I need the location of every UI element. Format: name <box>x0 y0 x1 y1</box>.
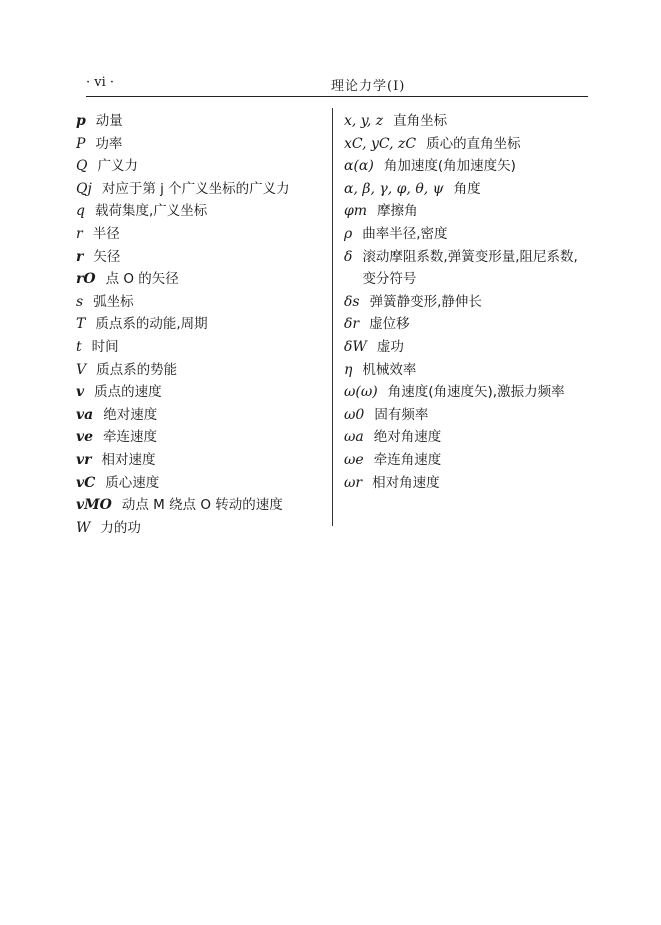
symbol: ωe <box>344 451 364 468</box>
symbol: t <box>76 338 82 355</box>
symbol-entry <box>76 404 326 427</box>
symbol-entry <box>344 359 590 382</box>
symbol-entry <box>344 246 590 291</box>
symbol-entry <box>344 223 590 246</box>
symbol-description: 牵连角速度 <box>373 451 442 468</box>
symbol-description: 相对速度 <box>101 451 156 468</box>
symbol-description: 广义力 <box>97 158 138 175</box>
symbol: P <box>76 135 86 152</box>
symbol: δr <box>344 316 360 333</box>
symbol: α, β, γ, φ, θ, ψ <box>344 180 444 197</box>
symbol: ρ <box>344 225 353 242</box>
symbol-description: 直角坐标 <box>393 113 448 129</box>
symbol-entry <box>76 336 326 359</box>
symbol-description: 牵连速度 <box>103 429 158 446</box>
page-number: · vi · <box>86 75 115 90</box>
symbol-description: 质点系的动能,周期 <box>95 316 208 333</box>
symbol-description: 力的功 <box>100 519 141 536</box>
symbol-entry <box>344 155 590 178</box>
symbol: vr <box>76 451 92 468</box>
symbol: ve <box>76 429 94 446</box>
symbol-entry <box>76 426 326 449</box>
symbol-entry <box>76 246 326 269</box>
symbol-entry <box>76 110 326 133</box>
symbol-description: 弹簧静变形,静伸长 <box>369 293 482 310</box>
column-divider <box>332 108 333 526</box>
symbol-entry <box>76 268 326 291</box>
symbol-description: 时间 <box>91 338 119 355</box>
symbol: rO <box>76 271 96 288</box>
symbol-description: 滚动摩阻系数,弹簧变形量,阻尼系数,变分符号 <box>362 248 578 288</box>
symbol-entry <box>344 110 590 133</box>
page-header <box>86 75 586 95</box>
symbol-description: 对应于第 j 个广义坐标的广义力 <box>101 180 290 197</box>
symbol-description: 固有频率 <box>374 406 429 423</box>
symbol: vC <box>76 474 96 491</box>
symbol: φm <box>344 203 368 220</box>
symbol-entry <box>344 200 590 223</box>
symbol-entry <box>344 291 590 314</box>
symbol-entry <box>344 404 590 427</box>
symbol-entry <box>344 472 590 495</box>
symbol: α(α) <box>344 158 374 175</box>
symbol-entry <box>344 313 590 336</box>
symbol-entry <box>76 178 326 201</box>
symbol-list-left <box>76 110 326 539</box>
symbol: W <box>76 519 91 536</box>
symbol-description: 机械效率 <box>362 361 417 378</box>
symbol: r <box>76 248 84 265</box>
symbol: Q <box>76 158 88 175</box>
book-title: 理论力学(Ⅰ) <box>331 79 406 94</box>
symbol-entry <box>76 381 326 404</box>
symbol-entry <box>76 291 326 314</box>
symbol-entry <box>76 200 326 223</box>
symbol-entry <box>344 426 590 449</box>
symbol-description: 动点 M 绕点 O 转动的速度 <box>121 497 283 514</box>
symbol-description: 虚功 <box>376 338 404 355</box>
symbol: δW <box>344 338 367 355</box>
symbol: Qj <box>76 180 92 197</box>
symbol: xC, yC, zC <box>344 135 417 152</box>
symbol-entry <box>76 133 326 156</box>
symbol: ω(ω) <box>344 384 378 401</box>
symbol: x, y, z <box>344 113 384 129</box>
symbol-description: 载荷集度,广义坐标 <box>94 203 208 220</box>
symbol-description: 曲率半径,密度 <box>362 225 448 242</box>
symbol: δs <box>344 293 360 310</box>
symbol: q <box>76 203 85 220</box>
symbol-description: 质心速度 <box>105 474 160 491</box>
symbol: V <box>76 361 87 378</box>
symbol: η <box>344 361 353 378</box>
symbol-description: 弧坐标 <box>93 293 134 310</box>
symbol-entry <box>76 494 326 517</box>
symbol: T <box>76 316 86 333</box>
symbol: ωr <box>344 474 363 491</box>
symbol-list-right <box>344 110 590 494</box>
symbol-entry <box>344 381 590 404</box>
symbol: p <box>76 113 86 129</box>
symbol-description: 绝对角速度 <box>373 429 442 446</box>
symbol-description: 角度 <box>453 180 481 197</box>
symbol-description: 角加速度(角加速度矢) <box>383 158 516 175</box>
symbol-entry <box>344 336 590 359</box>
symbol-description: 动量 <box>95 113 123 129</box>
symbol: s <box>76 293 84 310</box>
symbol-description: 质点系的势能 <box>96 361 178 378</box>
symbol: ω0 <box>344 406 365 423</box>
header-rule <box>86 96 588 97</box>
symbol-description: 摩擦角 <box>377 203 418 220</box>
symbol-entry <box>76 223 326 246</box>
symbol: v <box>76 384 85 401</box>
symbol: va <box>76 406 94 423</box>
symbol-entry <box>76 313 326 336</box>
symbol-description: 虚位移 <box>369 316 410 333</box>
symbol-description: 半径 <box>92 225 120 242</box>
symbol-entry <box>76 359 326 382</box>
symbol-description: 质点的速度 <box>94 384 162 401</box>
symbol: r <box>76 225 83 242</box>
symbol-description: 功率 <box>95 135 123 152</box>
symbol: ωa <box>344 429 364 446</box>
symbol-description: 绝对速度 <box>103 406 158 423</box>
symbol-description: 矢径 <box>93 248 121 265</box>
symbol-entry <box>76 517 326 540</box>
symbol-entry <box>76 155 326 178</box>
symbol-description: 质心的直角坐标 <box>426 135 521 152</box>
symbol: vMO <box>76 497 112 514</box>
symbol-entry <box>76 449 326 472</box>
symbol-entry <box>344 178 590 201</box>
symbol-description: 角速度(角速度矢),激振力频率 <box>387 384 565 401</box>
symbol: δ <box>344 248 353 265</box>
symbol-entry <box>76 472 326 495</box>
symbol-entry <box>344 449 590 472</box>
symbol-description: 相对角速度 <box>372 474 440 491</box>
symbol-description: 点 O 的矢径 <box>105 271 179 288</box>
symbol-entry <box>344 133 590 156</box>
